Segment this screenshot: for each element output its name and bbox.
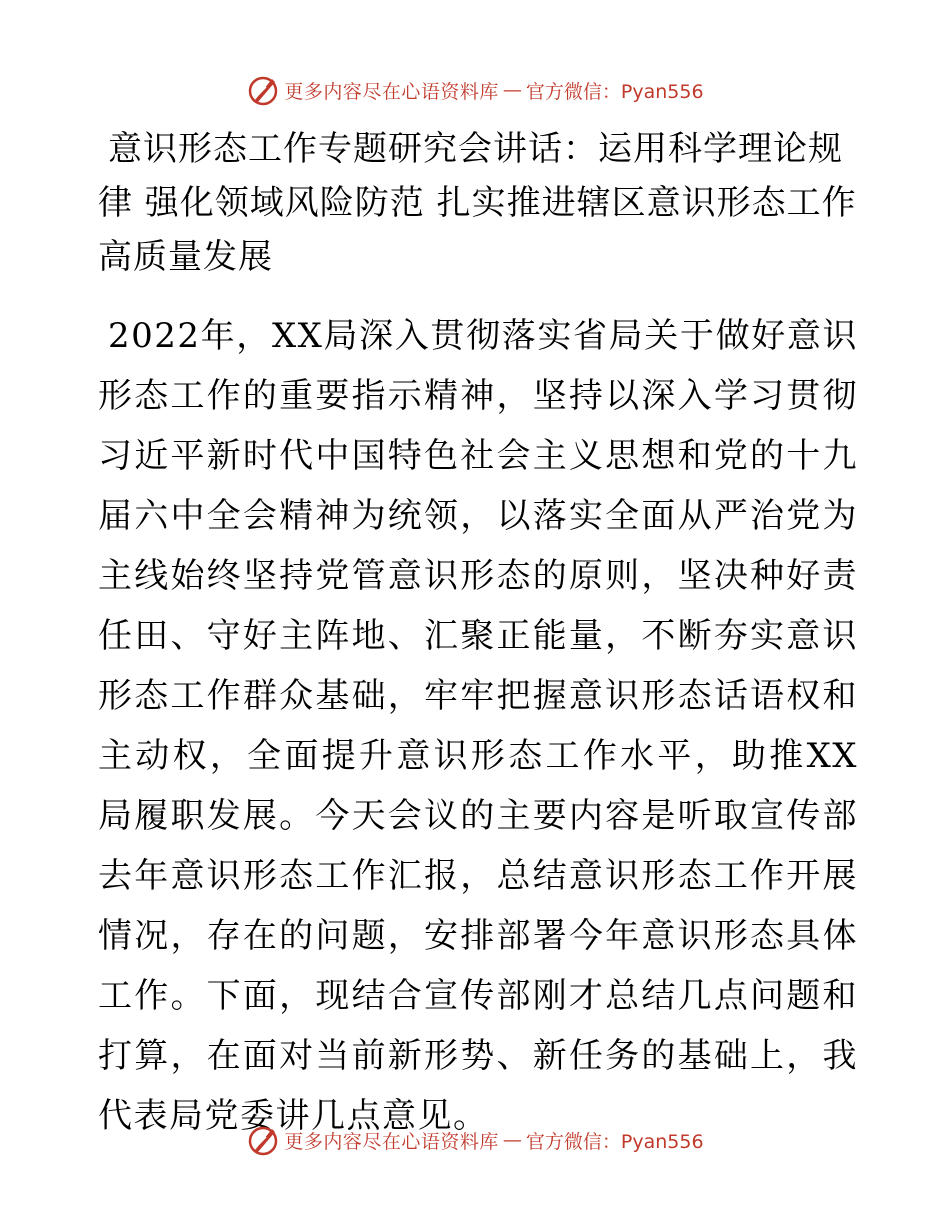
quill-logo-icon	[246, 73, 280, 107]
banner-contact: 官方微信：Pyan556	[525, 80, 704, 103]
quill-logo-icon	[246, 1123, 280, 1157]
banner-text: 更多内容尽在心语资料库	[284, 80, 499, 103]
body-paragraph: 2022年，XX局深入贯彻落实省局关于做好意识形态工作的重要指示精神，坚持以深入学习贯彻习近平新时代中国特色社会主义思想和党的十九届六中全会精神为统领，以落实全面从严治党为主线始终坚持党管意识形态的原则，坚决种好责任田、守好主阵地、汇聚正能量，不断夯实意识形态工作群众基础，牢牢把握意识形态话语权和主动权，全面提升意识形态工作水平，助推XX局履职发展。今天会议的主要内容是听取宣传部去年意识形态工作汇报，总结意识形态工作开展情况，存在的问题，安排部署今年意识形态具体工作。下面，现结合宣传部刚才总结几点问题和打算，在面对当前新形势、新任务的基础上，我代表局党委讲几点意见。	[98, 316, 858, 1136]
footer-banner	[0, 1120, 950, 1160]
banner-dash: —	[502, 79, 522, 101]
banner-contact: 官方微信：Pyan556	[525, 1130, 704, 1153]
header-banner	[0, 70, 950, 110]
banner-text: 更多内容尽在心语资料库	[284, 1130, 499, 1153]
banner-dash: —	[502, 1129, 522, 1151]
document-title: 意识形态工作专题研究会讲话：运用科学理论规律 强化领域风险防范 扎实推进辖区意识形态工作高质量发展	[98, 129, 857, 277]
